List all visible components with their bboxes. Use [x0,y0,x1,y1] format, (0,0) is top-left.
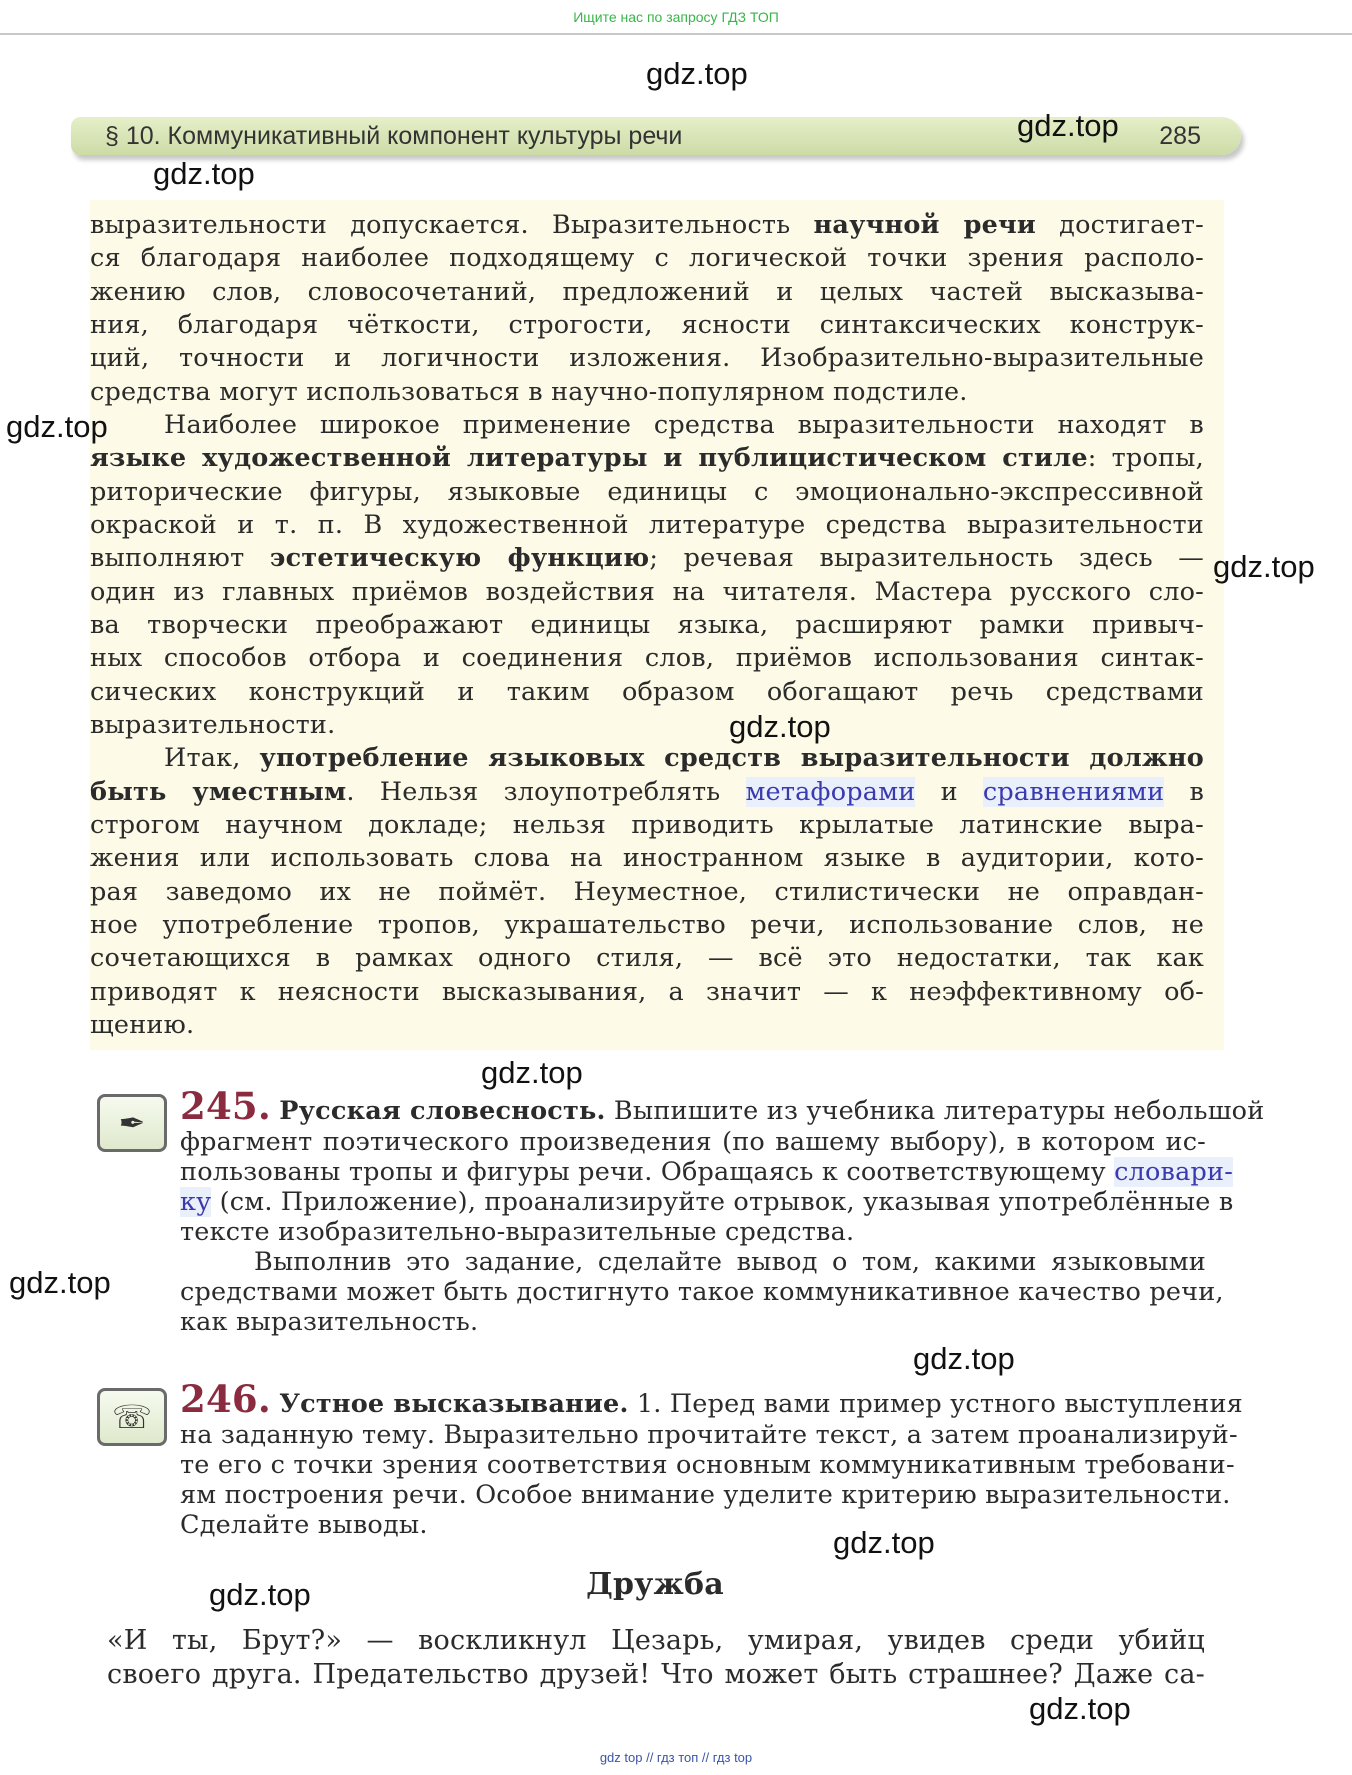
theory-line: ся благодаря наиболее подходящему с логической точки зрения располо- [90,243,1204,273]
theory-line: Итак, употребление языковых средств выразительности должно [164,743,1204,773]
exercise-line: ку (см. Приложение), проанализируйте отрывок, указывая употреблённые в [180,1187,1234,1217]
theory-line: языке художественной литературы и публицистическом стиле: тропы, [90,443,1204,473]
exercise-line: как выразительность. [180,1307,479,1337]
theory-line: щению. [90,1010,195,1040]
exercise-number: 245. [180,1084,271,1128]
text-line: своего друга. Предательство друзей! Что может быть страшнее? Даже са- [107,1659,1205,1690]
watermark: gdz.top [209,1577,311,1612]
exercise-line: фрагмент поэтического произведения (по вашему выбору), в котором ис- [180,1127,1206,1157]
theory-line: средства могут использоваться в научно-популярном подстиле. [90,377,968,407]
exercise-line: те его с точки зрения соответствия основным коммуникативным требовани- [180,1450,1235,1480]
watermark: gdz.top [6,409,108,444]
exercise-number: 246. [180,1377,271,1421]
watermark: gdz.top [9,1265,111,1300]
link-dictionary-cont[interactable]: ку [180,1187,212,1217]
theory-line: приводят к неясности высказывания, а значит — к неэффективному об- [90,977,1204,1007]
link-metaphors[interactable]: метафорами [745,777,916,807]
theory-line: риторические фигуры, языковые единицы с эмоционально-экспрессивной [90,477,1204,507]
watermark: gdz.top [1017,108,1119,143]
theory-block [90,200,1224,1050]
theory-line: быть уместным. Нельзя злоупотреблять метафорами и сравнениями в [90,777,1204,807]
watermark: gdz.top [913,1341,1015,1376]
theory-line: ций, точности и логичности изложения. Изобразительно-выразительные [90,343,1204,373]
watermark: gdz.top [1029,1691,1131,1726]
exercise-line: Сделайте выводы. [180,1510,428,1540]
theory-line: сических конструкций и таким образом обогащают речь средствами [90,677,1204,707]
theory-line: жения или использовать слова на иностранном языке в аудитории, кото- [90,843,1204,873]
exercise-line: пользованы тропы и фигуры речи. Обращаясь к соответствующему словари- [180,1157,1234,1187]
watermark: gdz.top [646,56,748,91]
watermark: gdz.top [1213,549,1315,584]
watermark: gdz.top [833,1525,935,1560]
theory-line: рая заведомо их не поймёт. Неуместное, стилистически не оправдан- [90,877,1204,907]
exercise-line: ям построения речи. Особое внимание уделите критерию выразительности. [180,1480,1231,1510]
theory-line: строгом научном докладе; нельзя приводить крылатые латинские выра- [90,810,1204,840]
theory-line: Наиболее широкое применение средства выразительности находят в [164,410,1204,440]
theory-line: один из главных приёмов воздействия на читателя. Мастера русского сло- [90,577,1204,607]
search-hint-banner: Ищите нас по запросу ГДЗ ТОП [0,0,1352,35]
theory-line: выразительности допускается. Выразительность научной речи достигает- [90,210,1204,240]
exercise-title: Русская словесность. [279,1096,606,1126]
watermark: gdz.top [153,156,255,191]
watermark: gdz.top [729,709,831,744]
theory-line: ва творчески преображают единицы языка, расширяют рамки привыч- [90,610,1204,640]
exercise-line: Выполнив это задание, сделайте вывод о том, какими языковыми [254,1247,1206,1277]
speech-phone-icon: ☏ [97,1388,167,1446]
exercise-line: средствами может быть достигнуто такое коммуникативное качество речи, [180,1277,1224,1307]
theory-line: ния, благодаря чёткости, строгости, ясности синтаксических конструк- [90,310,1204,340]
text-line: «И ты, Брут?» — воскликнул Цезарь, умирая, увидев среди убийц [107,1625,1205,1656]
text-title: Дружба [586,1567,724,1602]
watermark: gdz.top [481,1055,583,1090]
exercise-line: тексте изобразительно-выразительные средства. [180,1217,855,1247]
feather-book-icon: ✒ [97,1094,167,1152]
link-comparisons[interactable]: сравнениями [982,777,1165,807]
theory-line: выразительности. [90,710,336,740]
page-number: 285 [1159,122,1201,150]
theory-line: окраской и т. п. В художественной литературе средства выразительности [90,510,1204,540]
exercise-title: Устное высказывание. [279,1389,629,1419]
theory-line: ных способов отбора и соединения слов, приёмов использования синтак- [90,643,1204,673]
link-dictionary[interactable]: словари- [1114,1157,1234,1187]
theory-line: выполняют эстетическую функцию; речевая выразительность здесь — [90,543,1204,573]
footer-links[interactable]: gdz top // гдз топ // гдз top [599,1750,753,1765]
theory-line: ное употребление тропов, украшательство речи, использование слов, не [90,910,1204,940]
exercise-line: на заданную тему. Выразительно прочитайте текст, а затем проанализируй- [180,1420,1238,1450]
theory-line: сочетающихся в рамках одного стиля, — всё это недостатки, так как [90,943,1204,973]
theory-line: жению слов, словосочетаний, предложений и целых частей высказыва- [90,277,1204,307]
section-title: § 10. Коммуникативный компонент культуры речи [105,122,683,150]
